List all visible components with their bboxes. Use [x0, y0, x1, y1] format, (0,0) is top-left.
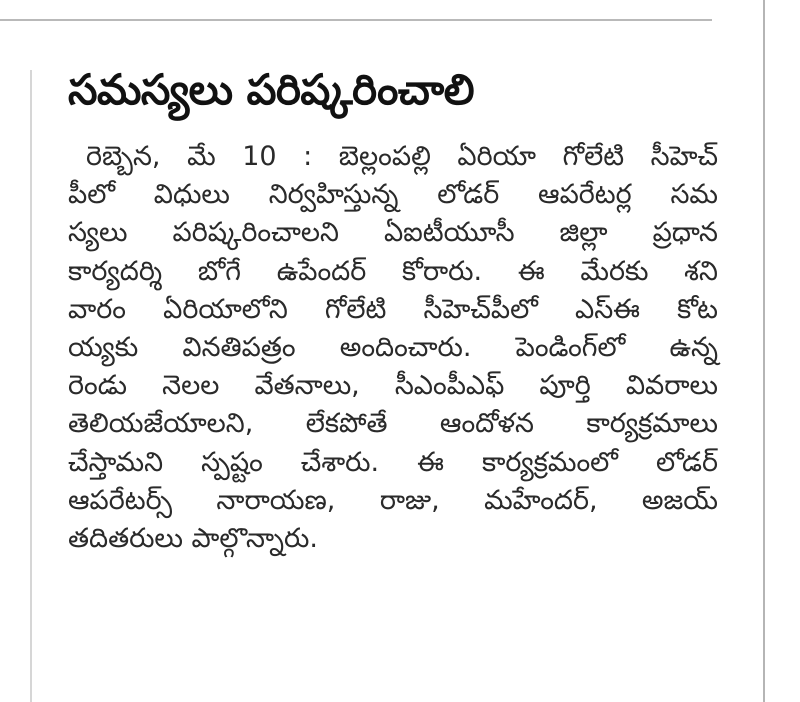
article-line: రెండు నెలల వేతనాలు, సీఎంపీఎఫ్ పూర్తి వివరాలు [68, 370, 718, 402]
article-headline: సమస్యలు పరిష్కరించాలి [68, 65, 474, 114]
article-line: స్యలు పరిష్కరించాలని ఏఐటీయూసీ జిల్లా ప్రధాన [68, 217, 718, 249]
article-line: ఆపరేటర్స్ నారాయణ, రాజు, మహేందర్, అజయ్ [68, 484, 718, 516]
article-line: య్యకు వినతిపత్రం అందించారు. పెండింగ్‌లో ఉన్న [68, 331, 718, 363]
article-line: కార్యదర్శి బోగే ఉపేందర్ కోరారు. ఈ మేరకు శని [68, 255, 718, 287]
column-divider-right [763, 0, 765, 702]
article-line: రెబ్బెన, మే 10 : బెల్లంపల్లి ఏరియా గోలేటి సీహెచ్ [86, 141, 718, 172]
article-line: తెలియజేయాలని, లేకపోతే ఆందోళన కార్యక్రమాలు [68, 408, 718, 440]
news-article [68, 62, 728, 554]
column-divider-left [30, 70, 32, 702]
article-line: పీలో విధులు నిర్వహిస్తున్న లోడర్ ఆపరేటర్ల సమ [68, 179, 718, 211]
article-line: చేస్తామని స్పష్టం చేశారు. ఈ కార్యక్రమంలో లోడర్ [68, 446, 718, 478]
article-body [68, 138, 718, 558]
article-line: తదితరులు పాల్గొన్నారు. [68, 522, 318, 554]
top-divider [0, 19, 712, 21]
article-line: వారం ఏరియాలోని గోలేటి సీహెచ్‌పీలో ఎస్ఈ కోట [68, 293, 718, 325]
